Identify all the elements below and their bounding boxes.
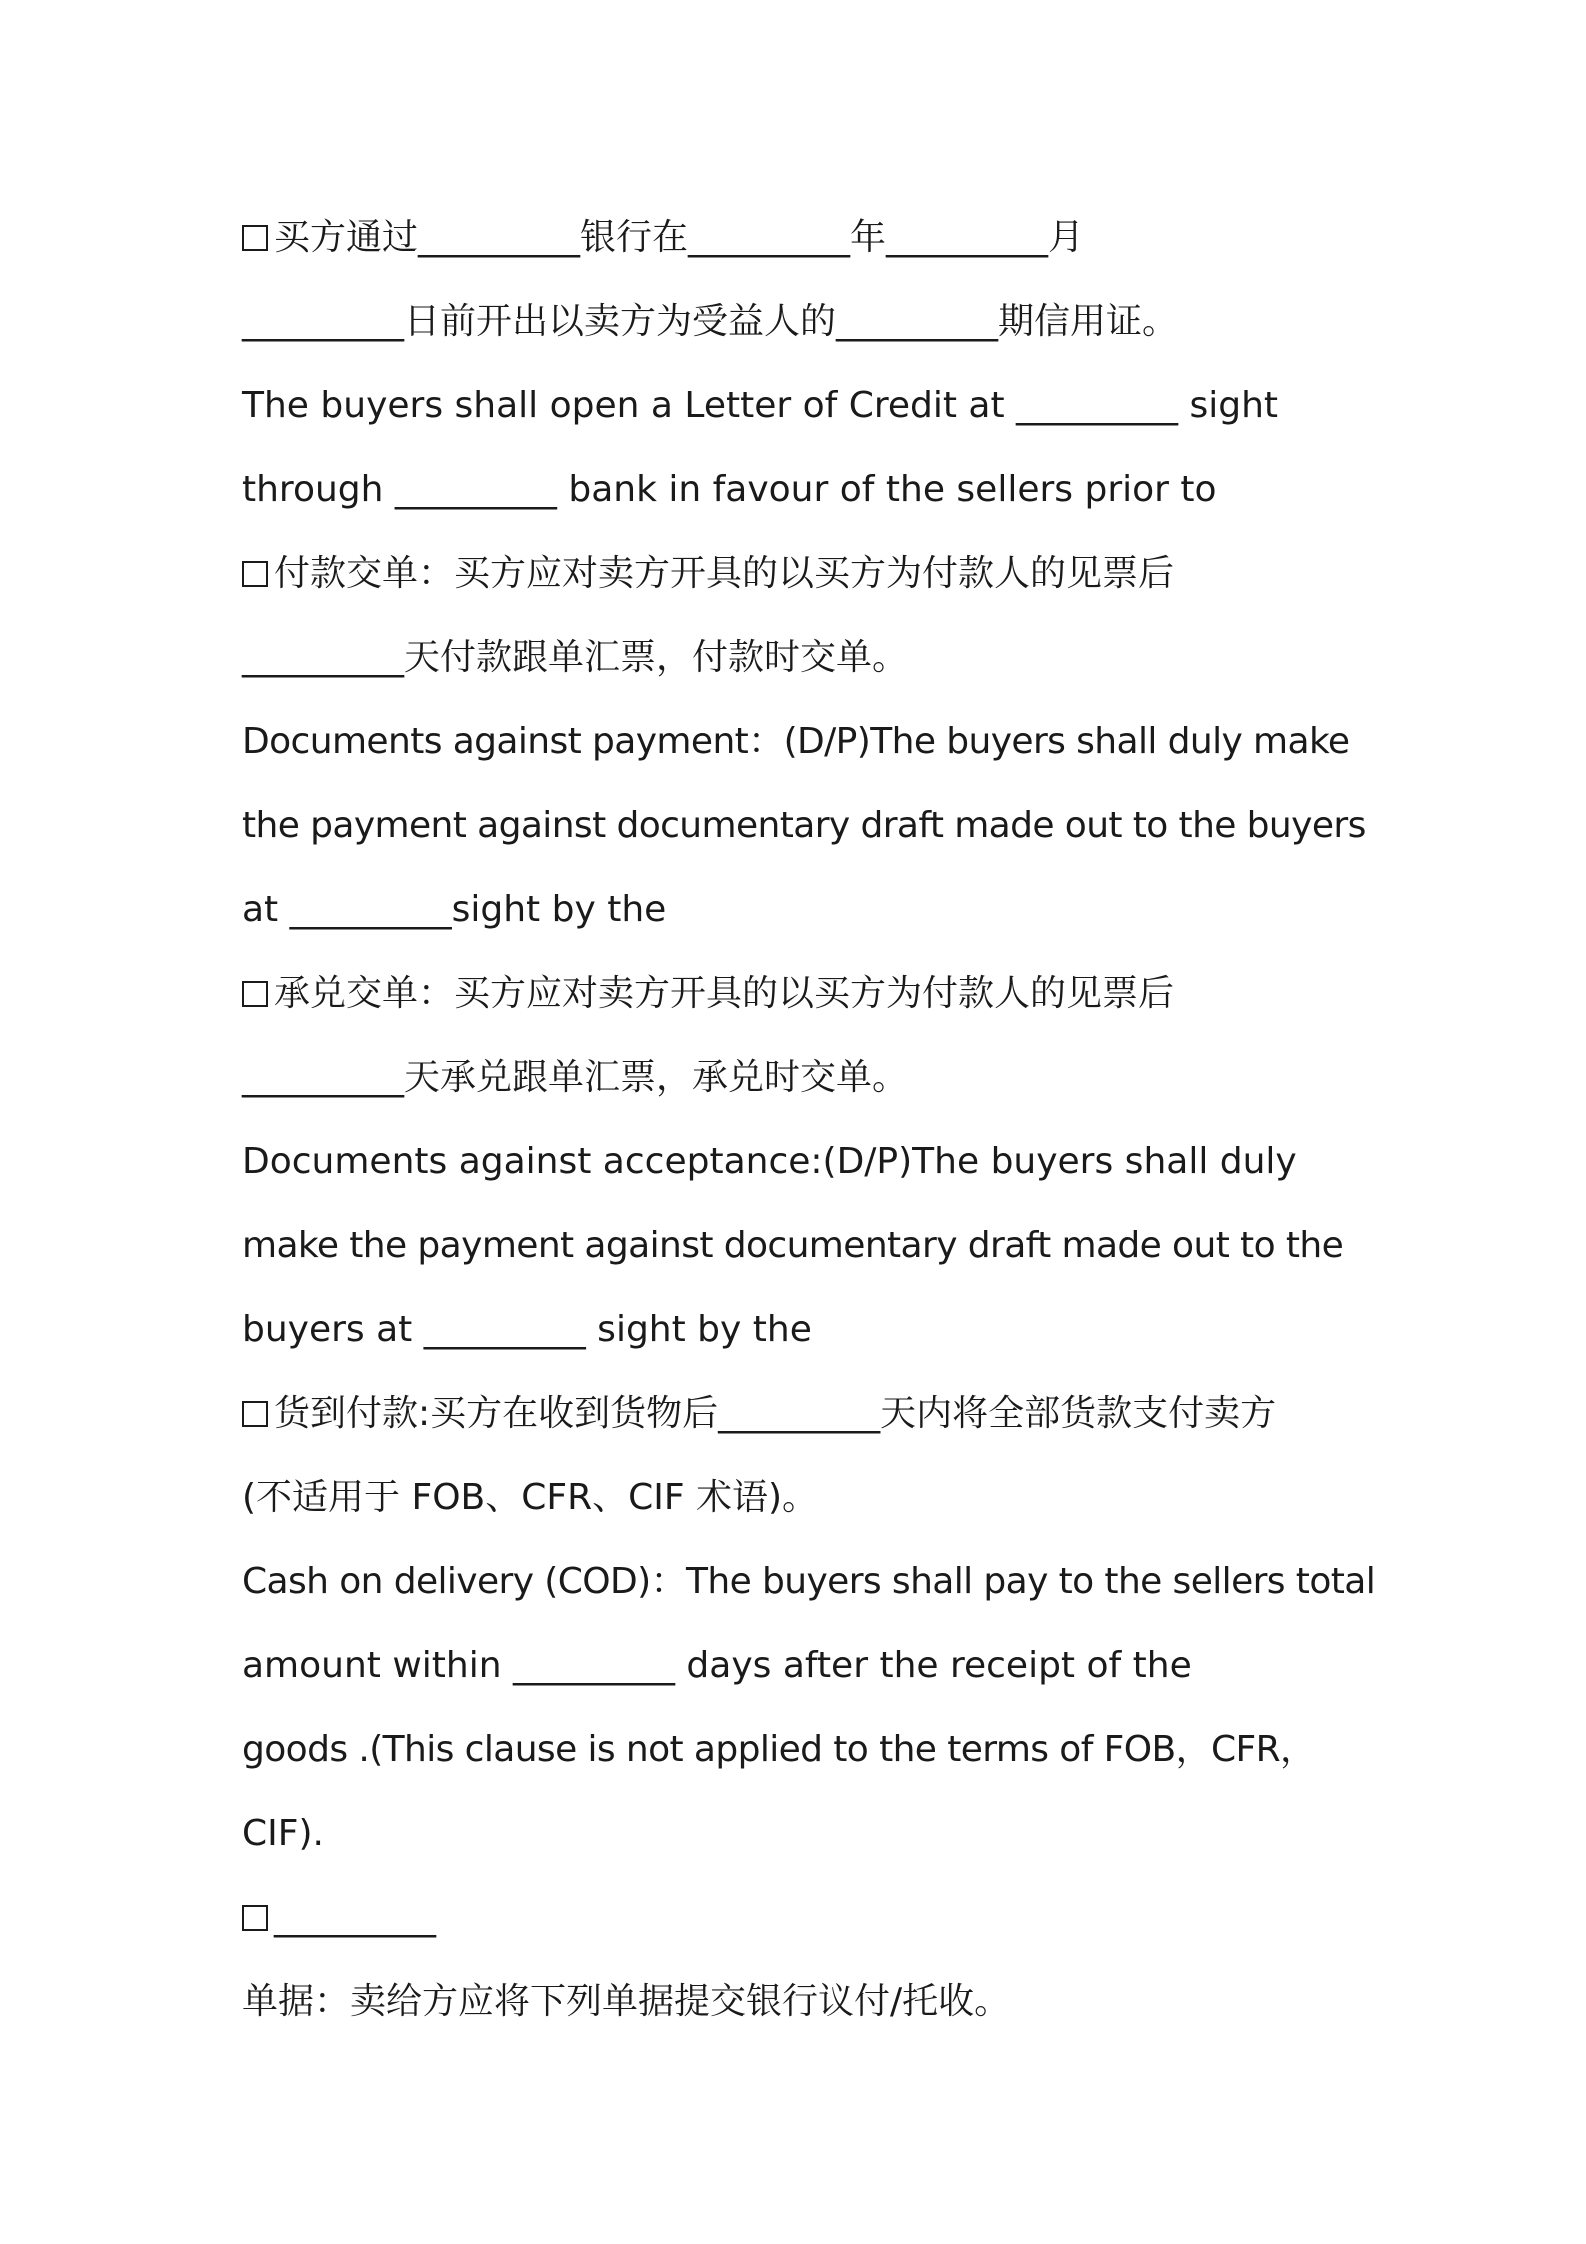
checkbox-icon[interactable] <box>242 225 268 251</box>
text-line <box>242 1792 1362 1876</box>
line-text: _________日前开出以卖方为受益人的_________期信用证。 <box>242 301 1179 342</box>
text-line <box>242 1204 1362 1288</box>
text-line <box>242 700 1362 784</box>
text-line <box>242 616 1362 700</box>
line-text: Documents against acceptance:(D/P)The buyers shall duly <box>242 1141 1297 1182</box>
text-line <box>242 784 1366 868</box>
text-line <box>242 280 1362 364</box>
text-line <box>242 868 1362 952</box>
text-line <box>242 1960 1362 2044</box>
text-line <box>242 196 1362 280</box>
line-text: 买方通过_________银行在_________年_________月 <box>274 217 1085 258</box>
line-text: 承兑交单：买方应对卖方开具的以买方为付款人的见票后 <box>274 973 1175 1014</box>
line-text: the payment against documentary draft made out to the buyers <box>242 805 1366 846</box>
text-line <box>242 952 1362 1036</box>
line-text: through _________ bank in favour of the sellers prior to <box>242 469 1217 510</box>
line-text: _________ <box>274 1897 436 1938</box>
text-line <box>242 1708 1362 1792</box>
document-body <box>242 196 1376 2044</box>
line-text: _________天承兑跟单汇票，承兑时交单。 <box>242 1057 909 1098</box>
text-line <box>242 1372 1362 1456</box>
checkbox-icon[interactable] <box>242 561 268 587</box>
text-line <box>242 1624 1362 1708</box>
text-line <box>242 1288 1362 1372</box>
line-text: Documents against payment：(D/P)The buyers shall duly make <box>242 721 1350 762</box>
text-line <box>242 1120 1362 1204</box>
line-text: 单据：卖给方应将下列单据提交银行议付/托收。 <box>242 1981 1011 2022</box>
line-text: make the payment against documentary draft made out to the <box>242 1225 1344 1266</box>
checkbox-icon[interactable] <box>242 1401 268 1427</box>
checkbox-icon[interactable] <box>242 1905 268 1931</box>
text-line <box>242 1456 1362 1540</box>
line-text: goods .(This clause is not applied to the terms of FOB，CFR， <box>242 1729 1316 1770</box>
line-text: Cash on delivery (COD)：The buyers shall pay to the sellers total <box>242 1561 1376 1602</box>
line-text: at _________sight by the <box>242 889 667 930</box>
line-text: (不适用于 FOB、CFR、CIF 术语)。 <box>242 1477 819 1518</box>
text-line <box>242 532 1362 616</box>
line-text: 付款交单：买方应对卖方开具的以买方为付款人的见票后 <box>274 553 1175 594</box>
line-text: _________天付款跟单汇票，付款时交单。 <box>242 637 909 678</box>
text-line <box>242 448 1362 532</box>
text-line <box>242 1540 1376 1624</box>
text-line <box>242 364 1362 448</box>
line-text: CIF). <box>242 1813 324 1854</box>
text-line <box>242 1036 1362 1120</box>
checkbox-icon[interactable] <box>242 981 268 1007</box>
line-text: The buyers shall open a Letter of Credit at _________ sight <box>242 385 1279 426</box>
line-text: 货到付款:买方在收到货物后_________天内将全部货款支付卖方 <box>274 1393 1277 1434</box>
line-text: amount within _________ days after the receipt of the <box>242 1645 1192 1686</box>
text-line <box>242 1876 1362 1960</box>
line-text: buyers at _________ sight by the <box>242 1309 812 1350</box>
